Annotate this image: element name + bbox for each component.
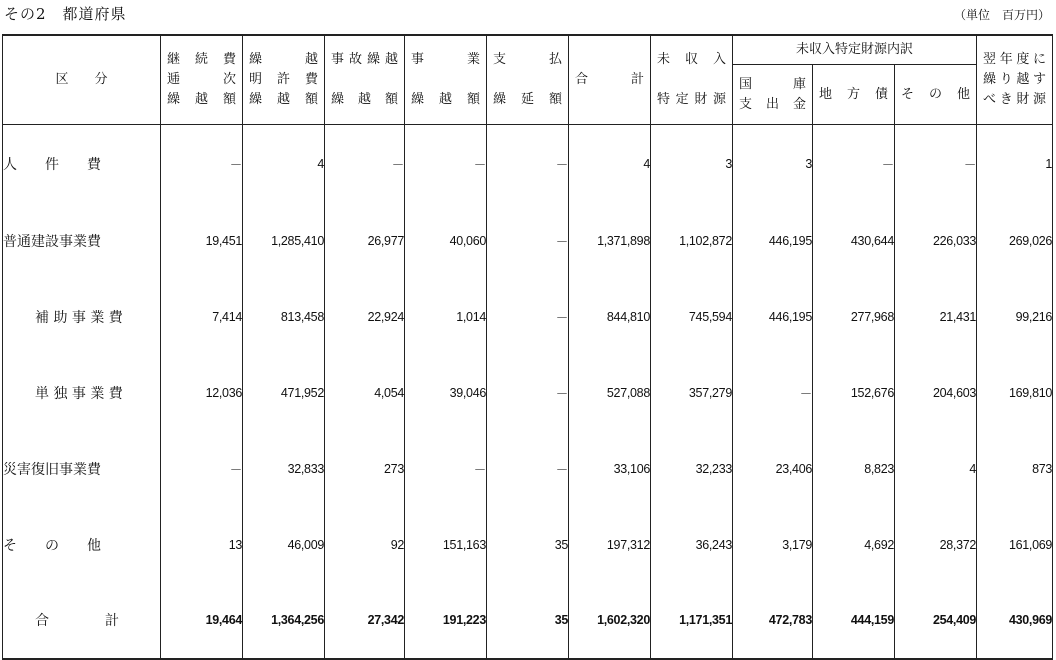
header-c3-line1: 事故繰越	[331, 52, 398, 67]
header-g1-line1: 国 庫	[739, 76, 806, 92]
cell-value: －	[405, 125, 487, 203]
cell-value: 151,163	[405, 507, 487, 583]
cell-value: 4,692	[813, 507, 895, 583]
header-chihosai	[813, 65, 895, 125]
header-c2-line3: 繰 越 額	[249, 92, 318, 107]
page-title: その2 都道府県	[4, 5, 127, 23]
cell-value: 4	[243, 125, 325, 203]
cell-value: 873	[977, 431, 1053, 507]
cell-value: 446,195	[733, 279, 813, 355]
row-label: 災害復旧事業費	[3, 431, 161, 507]
table-body	[3, 125, 1053, 659]
cell-value: 471,952	[243, 355, 325, 431]
header-c6-line: 合 計	[575, 72, 644, 87]
cell-value: 92	[325, 507, 405, 583]
header-sonota	[895, 65, 977, 125]
cell-value: 40,060	[405, 203, 487, 279]
cell-value: 35	[487, 507, 569, 583]
row-label: 普通建設事業費	[3, 203, 161, 279]
cell-value: 1,371,898	[569, 203, 651, 279]
cell-value: 28,372	[895, 507, 977, 583]
cell-value: －	[161, 125, 243, 203]
header-shiharai	[487, 35, 569, 125]
table-row	[3, 355, 1053, 431]
cell-value: 33,106	[569, 431, 651, 507]
header-meikyohi	[243, 35, 325, 125]
cell-value: －	[325, 125, 405, 203]
cell-value: 4	[569, 125, 651, 203]
cell-value: 1,285,410	[243, 203, 325, 279]
cell-value: 27,342	[325, 583, 405, 659]
cell-value: －	[487, 125, 569, 203]
cell-value: 26,977	[325, 203, 405, 279]
cell-value: 32,833	[243, 431, 325, 507]
header-c7-line1: 未 収 入	[657, 52, 726, 67]
table-row	[3, 125, 1053, 203]
cell-value: 12,036	[161, 355, 243, 431]
cell-value: 23,406	[733, 431, 813, 507]
header-kokko	[733, 65, 813, 125]
row-label: 補 助 事 業 費	[3, 279, 161, 355]
header-c3-line2: 繰 越 額	[331, 92, 398, 107]
cell-value: 1,602,320	[569, 583, 651, 659]
cell-value: －	[405, 431, 487, 507]
header-c5-line2: 繰 延 額	[493, 92, 562, 107]
header-c2-line2: 明 許 費	[249, 72, 318, 87]
header-mishunyu	[651, 35, 733, 125]
cell-value: 1,014	[405, 279, 487, 355]
row-label: 人 件 費	[3, 125, 161, 203]
cell-value: 269,026	[977, 203, 1053, 279]
cell-value: 204,603	[895, 355, 977, 431]
cell-value: －	[487, 431, 569, 507]
cell-value: 3	[733, 125, 813, 203]
carryover-table	[2, 34, 1053, 660]
cell-value: 254,409	[895, 583, 977, 659]
cell-value: －	[161, 431, 243, 507]
cell-value: 226,033	[895, 203, 977, 279]
cell-value: －	[895, 125, 977, 203]
row-label: 合 計	[3, 583, 161, 659]
header-kubun-label: 区 分	[55, 72, 108, 87]
header-c2-line1: 繰 越	[249, 52, 318, 67]
cell-value: 8,823	[813, 431, 895, 507]
header-c11-line3: べき財源	[983, 92, 1047, 107]
cell-value: 3,179	[733, 507, 813, 583]
row-label: そ の 他	[3, 507, 161, 583]
cell-value: 1,364,256	[243, 583, 325, 659]
header-c4-line2: 繰 越 額	[411, 92, 480, 107]
cell-value: 472,783	[733, 583, 813, 659]
cell-value: －	[487, 203, 569, 279]
cell-value: 277,968	[813, 279, 895, 355]
header-jigyo	[405, 35, 487, 125]
cell-value: 46,009	[243, 507, 325, 583]
cell-value: －	[733, 355, 813, 431]
header-keizokuhi	[161, 35, 243, 125]
cell-value: 99,216	[977, 279, 1053, 355]
table-row	[3, 203, 1053, 279]
cell-value: －	[487, 279, 569, 355]
header-group	[733, 35, 977, 65]
cell-value: 19,451	[161, 203, 243, 279]
unit-note: （単位 百万円）	[953, 8, 1050, 22]
cell-value: 19,464	[161, 583, 243, 659]
cell-value: 35	[487, 583, 569, 659]
cell-value: 430,969	[977, 583, 1053, 659]
header-g2-line: 地 方 債	[819, 86, 888, 102]
header-jiko	[325, 35, 405, 125]
cell-value: 527,088	[569, 355, 651, 431]
header-c1-line3: 繰 越 額	[167, 92, 236, 107]
cell-value: 1	[977, 125, 1053, 203]
cell-value: 444,159	[813, 583, 895, 659]
cell-value: －	[487, 355, 569, 431]
cell-value: 273	[325, 431, 405, 507]
table-row	[3, 279, 1053, 355]
cell-value: 1,171,351	[651, 583, 733, 659]
header-kubun	[3, 35, 161, 125]
cell-value: 844,810	[569, 279, 651, 355]
header-yokunendo	[977, 35, 1053, 125]
cell-value: －	[813, 125, 895, 203]
cell-value: 39,046	[405, 355, 487, 431]
cell-value: 745,594	[651, 279, 733, 355]
header-c7-line2: 特定財源	[657, 92, 726, 107]
cell-value: 4,054	[325, 355, 405, 431]
cell-value: 197,312	[569, 507, 651, 583]
cell-value: 191,223	[405, 583, 487, 659]
header-c4-line1: 事 業	[411, 52, 480, 67]
cell-value: 22,924	[325, 279, 405, 355]
header-c11-line1: 翌年度に	[983, 52, 1047, 67]
cell-value: 430,644	[813, 203, 895, 279]
cell-value: 4	[895, 431, 977, 507]
table-row	[3, 431, 1053, 507]
cell-value: 446,195	[733, 203, 813, 279]
cell-value: 161,069	[977, 507, 1053, 583]
cell-value: 357,279	[651, 355, 733, 431]
cell-value: 13	[161, 507, 243, 583]
row-label: 単 独 事 業 費	[3, 355, 161, 431]
header-gokei	[569, 35, 651, 125]
cell-value: 1,102,872	[651, 203, 733, 279]
cell-value: 813,458	[243, 279, 325, 355]
table-row	[3, 507, 1053, 583]
cell-value: 7,414	[161, 279, 243, 355]
header-c5-line1: 支 払	[493, 52, 562, 67]
header-c1-line2: 逓 次	[167, 72, 236, 87]
cell-value: 3	[651, 125, 733, 203]
header-c1-line1: 継 続 費	[167, 52, 236, 67]
cell-value: 36,243	[651, 507, 733, 583]
cell-value: 169,810	[977, 355, 1053, 431]
header-g1-line2: 支 出 金	[739, 96, 806, 112]
total-row	[3, 583, 1053, 659]
cell-value: 152,676	[813, 355, 895, 431]
header-c11-line2: 繰り越す	[983, 72, 1047, 87]
cell-value: 21,431	[895, 279, 977, 355]
header-g3-line: そ の 他	[901, 86, 971, 102]
header-group-label: 未収入特定財源内訳	[796, 42, 914, 58]
cell-value: 32,233	[651, 431, 733, 507]
